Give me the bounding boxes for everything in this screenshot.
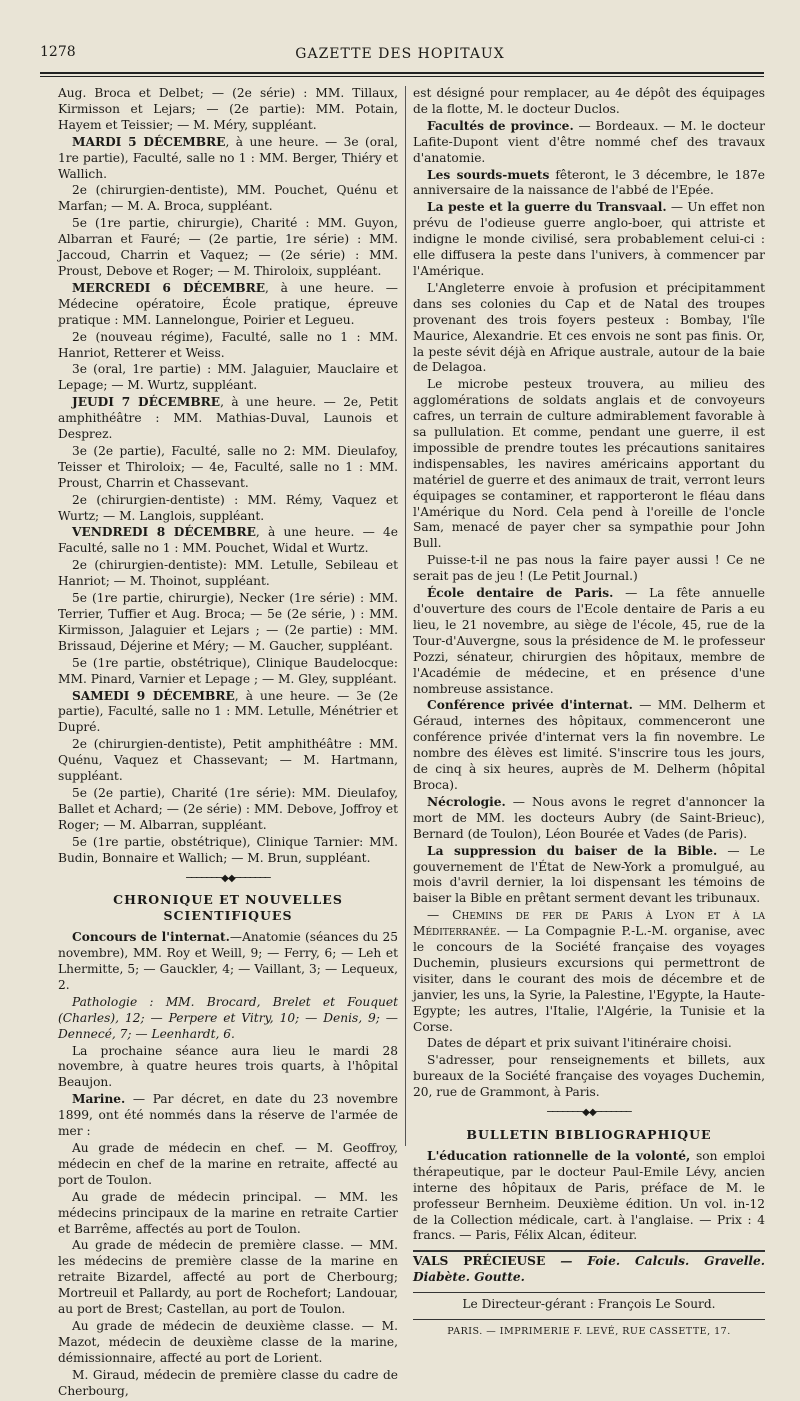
- news-item: La prochaine séance aura lieu le mardi 28 novembre, à quatre heures trois quarts, à l'hôpital Beaujon.: [58, 1043, 398, 1090]
- news-item: S'adresser, pour renseignements et billets, aux bureaux de la Société française des voyages Duchemin, 20, rue de Grammont, à Paris.: [413, 1053, 765, 1100]
- header-rule-thin: [40, 76, 764, 77]
- director-line: Le Directeur-gérant : François Le Sourd.: [462, 1297, 716, 1312]
- news-item: La suppression du baiser de la Bible. — Le gouvernement de l'État de New-York a promulgué, au mois d'avril dernier, la loi dispensant les témoins de baiser la Bible en prêtant serment devant les tribunaux.: [413, 843, 765, 906]
- news-item: Pathologie : MM. Brocard, Brelet et Fouquet (Charles), 12; — Perpere et Vitry, 10; — Denis, 9; — Dennecé, 7; — Leenhardt, 6.: [58, 994, 398, 1041]
- exam-paragraph: VENDREDI 8 DÉCEMBRE, à une heure. — 4e Faculté, salle no 1 : MM. Pouchet, Widal et Wurtz.: [58, 525, 398, 556]
- exam-paragraph: Aug. Broca et Delbet; — (2e série) : MM. Tillaux, Kirmisson et Lejars; — (2e partie): MM. Potain, Hayem et Teissier; — M. Méry, suppléant.: [58, 86, 398, 132]
- chronique-heading: CHRONIQUE ET NOUVELLES SCIENTIFIQUES: [113, 892, 343, 924]
- news-item: Le microbe pesteux trouvera, au milieu des agglomérations de soldats anglais et de convoyeurs cafres, un terrain de culture admirablement favorable à sa pullulation. Et comme, pendant une guerre, il est impossible de prendre toutes les précautions sanitaires indispensables, les navires américains apportant du matériel de guerre et des animaux de trait, verront leurs équipages se contaminer, et rapporteront le fléau dans l'Amérique du Nord. Cela pend à l'oreille de l'oncle Sam, menacé de payer cher sa sympathie pour John Bull.: [413, 377, 765, 551]
- exam-day: VENDREDI 8 DÉCEMBRE: [72, 525, 256, 540]
- divider: [413, 1292, 765, 1293]
- news-item: est désigné pour remplacer, au 4e dépôt des équipages de la flotte, M. le docteur Duclos.: [413, 86, 765, 116]
- exam-paragraph: SAMEDI 9 DÉCEMBRE, à une heure. — 3e (2e partie), Faculté, salle no 1 : MM. Letulle, Ménétrier et Dupré.: [58, 688, 398, 735]
- news-item: Au grade de médecin de deuxième classe. — M. Mazot, médecin de deuxième classe de la marine, démissionnaire, affecté au port de Lorient.: [58, 1318, 398, 1365]
- news-item: École dentaire de Paris. — La fête annuelle d'ouverture des cours de l'Ecole dentaire de Paris a eu lieu, le 21 novembre, au siège de l'école, 45, rue de la Tour-d'Auvergne, sous la présidence de M. le professeur Pozzi, sénateur, chirurgien des hôpitaux, membre de l'Académie de médecine, et en présence d'une nombreuse assistance.: [413, 586, 765, 696]
- news-item: Conférence privée d'internat. — MM. Delherm et Géraud, internes des hôpitaux, commenceront une conférence privée d'internat vers la fin novembre. Le nombre des élèves est limité. S'inscrire tous les jours, de cinq à six heures, auprès de M. Delherm (hôpital Broca).: [413, 698, 766, 792]
- news-item: Au grade de médecin principal. — MM. les médecins principaux de la marine en retraite Cartier et Barrême, affectés au port de Toulon.: [58, 1189, 398, 1236]
- exam-paragraph: 3e (2e partie), Faculté, salle no 2: MM. Dieulafoy, Teisser et Thiroloix; — 4e, Faculté, salle no 1 : MM. Proust, Charrin et Chassevant.: [58, 443, 398, 490]
- news-item: Concours de l'internat.—Anatomie (séances du 25 novembre), MM. Roy et Weill, 9; — Ferry, 6; — Leh et Lhermitte, 5; — Gauckler, 4; — Vaillant, 3; — Lequeux, 2.: [58, 930, 398, 992]
- left-column: [58, 86, 398, 1401]
- right-column: [413, 86, 765, 1341]
- ornament-divider: ───────◆◆───────: [186, 872, 270, 884]
- ornament-divider: ───────◆◆───────: [547, 1107, 631, 1119]
- exam-paragraph: JEUDI 7 DÉCEMBRE, à une heure. — 2e, Petit amphithéâtre : MM. Mathias-Duval, Launois et Desprez.: [58, 395, 398, 442]
- news-item: Facultés de province. — Bordeaux. — M. le docteur Lafite-Dupont vient d'être nommé chef des travaux d'anatomie.: [413, 118, 765, 165]
- exam-paragraph: 3e (oral, 1re partie) : MM. Jalaguier, Mauclaire et Lepage; — M. Wurtz, suppléant.: [58, 362, 398, 393]
- exam-paragraph: 2e (chirurgien-dentiste) : MM. Rémy, Vaquez et Wurtz; — M. Langlois, suppléant.: [58, 492, 398, 523]
- news-item: Nécrologie. — Nous avons le regret d'annoncer la mort de MM. les docteurs Aubry (de Saint-Brieuc), Bernard (de Toulon), Léon Bourée et Vades (de Paris).: [413, 794, 765, 841]
- exam-paragraph: 2e (chirurgien-dentiste), Petit amphithéâtre : MM. Quénu, Vaquez et Chassevant; — M. Hartmann, suppléant.: [58, 737, 398, 784]
- exam-paragraph: 5e (1re partie, chirurgie), Necker (1re série) : MM. Terrier, Tuffier et Aug. Broca; — 5e (2e série, ) : MM. Kirmisson, Jalaguier et Lejars ; — (2e partie) : MM. Brissaud, Déjerine et Méry; — M. Gaucher, suppléant.: [58, 591, 398, 653]
- exam-paragraph: 5e (2e partie), Charité (1re série): MM. Dieulafoy, Ballet et Achard; — (2e série) : MM. Debove, Joffroy et Roger; — M. Albarran, suppléant.: [58, 785, 398, 832]
- exam-day: MARDI 5 DÉCEMBRE: [72, 134, 226, 149]
- news-item: Dates de départ et prix suivant l'itinéraire choisi.: [427, 1036, 732, 1051]
- running-title: GAZETTE DES HOPITAUX: [295, 46, 505, 62]
- exam-paragraph: 2e (chirurgien-dentiste): MM. Letulle, Sebileau et Hanriot; — M. Thoinot, suppléant.: [58, 558, 398, 589]
- advertisement: VALS PRÉCIEUSE — Foie. Calculs. Gravelle. Diabète. Goutte.: [413, 1254, 765, 1285]
- page-number: 1278: [40, 44, 76, 60]
- bibliography-heading: BULLETIN BIBLIOGRAPHIQUE: [466, 1127, 712, 1142]
- exam-day: MERCREDI 6 DÉCEMBRE: [72, 280, 266, 295]
- book-review: L'éducation rationnelle de la volonté, son emploi thérapeutique, par le docteur Paul-Emile Lévy, ancien interne des hôpitaux de Paris, préface de M. le professeur Bernheim. Deuxième édition. Un vol. in-12 de la Collection médicale, cart. à l'anglaise. — Prix : 4 francs. — Paris, Félix Alcan, éditeur.: [413, 1148, 765, 1243]
- news-item: La peste et la guerre du Transvaal. — Un effet non prévu de l'odieuse guerre anglo-boer, qui attriste et indigne le monde civilisé, sera probablement celui-ci : elle diffusera la peste dans l'univers, à commencer par l'Amérique.: [413, 200, 765, 278]
- news-item: Puisse-t-il ne pas nous la faire payer aussi ! Ce ne serait pas de jeu ! (Le Petit Journal.): [413, 553, 765, 584]
- header-rule: [40, 72, 764, 74]
- news-item: Marine. — Par décret, en date du 23 novembre 1899, ont été nommés dans la réserve de l'armée de mer :: [58, 1092, 398, 1139]
- exam-paragraph: 5e (1re partie, obstétrique), Clinique Baudelocque: MM. Pinard, Varnier et Lepage ; — M. Gley, suppléant.: [58, 655, 398, 686]
- exam-paragraph: 2e (nouveau régime), Faculté, salle no 1 : MM. Hanriot, Retterer et Weiss.: [58, 329, 398, 360]
- news-item: Au grade de médecin de première classe. — MM. les médecins de première classe de la marine en retraite Bizardel, affecté au port de Cherbourg; Mortreuil et Pallardy, au port de Rochefort; Landouar, au port de Brest; Castellan, au port de Toulon.: [58, 1238, 398, 1317]
- exam-paragraph: 5e (1re partie, chirurgie), Charité : MM. Guyon, Albarran et Fauré; — (2e partie, 1re série) : MM. Jaccoud, Charrin et Vaquez; — (2e série) : MM. Proust, Debove et Roger; — M. Thiroloix, suppléant.: [58, 216, 398, 278]
- news-item: Au grade de médecin en chef. — M. Geoffroy, médecin en chef de la marine en retraite, affecté au port de Toulon.: [58, 1141, 398, 1187]
- exam-day: JEUDI 7 DÉCEMBRE: [72, 395, 221, 410]
- exam-paragraph: MARDI 5 DÉCEMBRE, à une heure. — 3e (oral, 1re partie), Faculté, salle no 1 : MM. Berger, Thiéry et Wallich.: [58, 134, 398, 181]
- exam-paragraph: 5e (1re partie, obstétrique), Clinique Tarnier: MM. Budin, Bonnaire et Wallich; — M. Brun, suppléant.: [58, 834, 398, 865]
- imprint-line: PARIS. — IMPRIMERIE F. LEVÉ, RUE CASSETTE, 17.: [447, 1326, 731, 1338]
- news-item: — Chemins de fer de Paris à Lyon et à la Méditerranée. — La Compagnie P.-L.-M. organise, avec le concours de la Société française des voyages Duchemin, plusieurs excursions qui permettront de visiter, dans le courant des mois de décembre et de janvier, les uns, la Syrie, la Palestine, l'Egypte, la Haute-Egypte; les autres, l'Italie, l'Algérie, la Tunisie et la Corse.: [413, 908, 765, 1034]
- news-item: Les sourds-muets fêteront, le 3 décembre, le 187e anniversaire de la naissance de l'abbé de l'Epée.: [413, 167, 765, 198]
- divider: [413, 1319, 765, 1320]
- news-item: M. Giraud, médecin de première classe du cadre de Cherbourg,: [58, 1367, 398, 1398]
- divider: [413, 1250, 765, 1252]
- exam-paragraph: MERCREDI 6 DÉCEMBRE, à une heure. — Médecine opératoire, École pratique, épreuve pratique : MM. Lannelongue, Poirier et Legueu.: [58, 280, 398, 327]
- exam-paragraph: 2e (chirurgien-dentiste), MM. Pouchet, Quénu et Marfan; — M. A. Broca, suppléant.: [58, 183, 398, 214]
- exam-day: SAMEDI 9 DÉCEMBRE: [72, 688, 235, 703]
- news-item: L'Angleterre envoie à profusion et précipitamment dans ses colonies du Cap et de Natal des troupes provenant des trois foyers pesteux : Bombay, l'île Maurice, Alexandrie. Et ces envois ne sont pas finis. Or, la peste sévit déjà en Afrique australe, autour de la baie de Delagoa.: [413, 280, 765, 375]
- column-divider: [405, 86, 406, 1146]
